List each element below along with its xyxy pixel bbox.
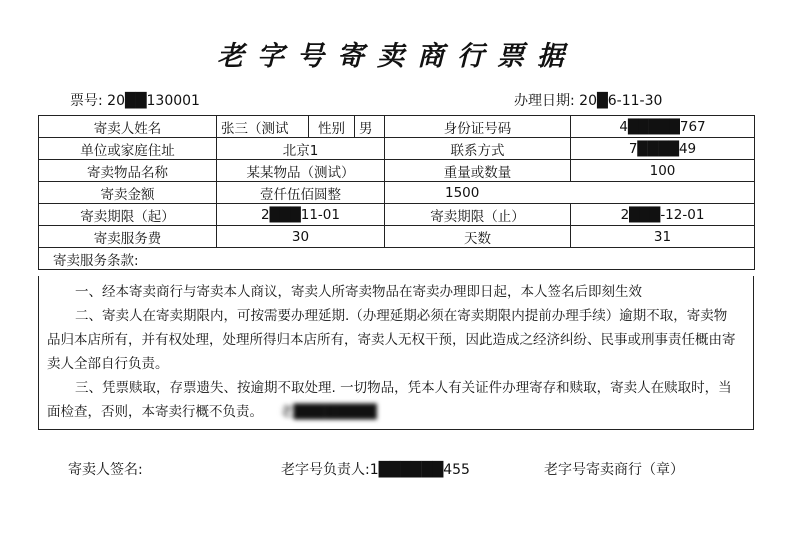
table-row	[39, 248, 755, 270]
fee-label: 寄卖服务费	[39, 226, 217, 248]
term-3	[39, 376, 753, 424]
seller-name-value: 张三（测试	[217, 116, 309, 138]
gender-value: 男	[355, 116, 385, 138]
seller-signature: 寄卖人签名:	[68, 462, 143, 478]
weight-value: 100	[571, 160, 755, 182]
document-title: 老字号寄卖商行票据	[217, 41, 577, 72]
company-stamp: 老字号寄卖商行（章）	[544, 462, 684, 478]
manager-signature	[281, 459, 470, 479]
weight-label: 重量或数量	[385, 160, 571, 182]
ticket-table	[38, 115, 755, 270]
item-value: 某某物品（测试）	[217, 160, 385, 182]
gender-label: 性别	[309, 116, 355, 138]
amount-label: 寄卖金额	[39, 182, 217, 204]
terms-box	[38, 276, 754, 430]
manager-value: 1██████455	[369, 462, 470, 478]
days-label: 天数	[385, 226, 571, 248]
start-label: 寄卖期限（起）	[39, 204, 217, 226]
contact-value: 7████49	[571, 138, 755, 160]
table-row	[39, 182, 755, 204]
id-label: 身份证号码	[385, 116, 571, 138]
table-row	[39, 160, 755, 182]
amount-words: 壹仟伍佰圆整	[217, 182, 385, 204]
term-1: 一、经本寄卖商行与寄卖本人商议，寄卖人所寄卖物品在寄卖办理即日起，本人签名后即刻生效	[75, 284, 642, 300]
end-label: 寄卖期限（止）	[385, 204, 571, 226]
date-value: 20█6-11-30	[579, 93, 663, 109]
item-label: 寄卖物品名称	[39, 160, 217, 182]
table-row	[39, 138, 755, 160]
manager-label: 老字号负责人:	[281, 462, 370, 478]
address-value: 北京1	[217, 138, 385, 160]
contact-label: 联系方式	[385, 138, 571, 160]
stamp-text: 老████████	[280, 404, 377, 420]
amount-number: 1500	[385, 182, 755, 204]
table-row	[39, 116, 755, 138]
term-2: 二、寄卖人在寄卖期限内，可按需要办理延期.（办理延期必须在寄卖期限内提前办理手续）逾期不取，寄卖物品归本店所有，并有权处理，处理所得归本店所有，寄卖人无权干预，因此造成之经济纠纷、民事或刑事责任概由寄卖人全部自行负责。	[47, 308, 736, 372]
fee-value: 30	[217, 226, 385, 248]
start-value: 2███11-01	[217, 204, 385, 226]
table-row	[39, 204, 755, 226]
ticket-label: 票号:	[70, 93, 103, 109]
id-value: 4█████767	[571, 116, 755, 138]
terms-heading: 寄卖服务条款:	[39, 248, 755, 270]
ticket-number	[70, 90, 200, 110]
address-label: 单位或家庭住址	[39, 138, 217, 160]
seller-name-label: 寄卖人姓名	[39, 116, 217, 138]
days-value: 31	[571, 226, 755, 248]
issue-date	[514, 90, 662, 110]
ticket-value: 20██130001	[107, 93, 200, 109]
table-row	[39, 226, 755, 248]
date-label: 办理日期:	[514, 93, 575, 109]
end-value: 2███-12-01	[571, 204, 755, 226]
term-3-text: 三、凭票赎取，存票遗失、按逾期不取处理. 一切物品，凭本人有关证件办理寄存和赎取，寄卖人在赎取时，当面检查，否则，本寄卖行概不负责。	[47, 380, 732, 420]
